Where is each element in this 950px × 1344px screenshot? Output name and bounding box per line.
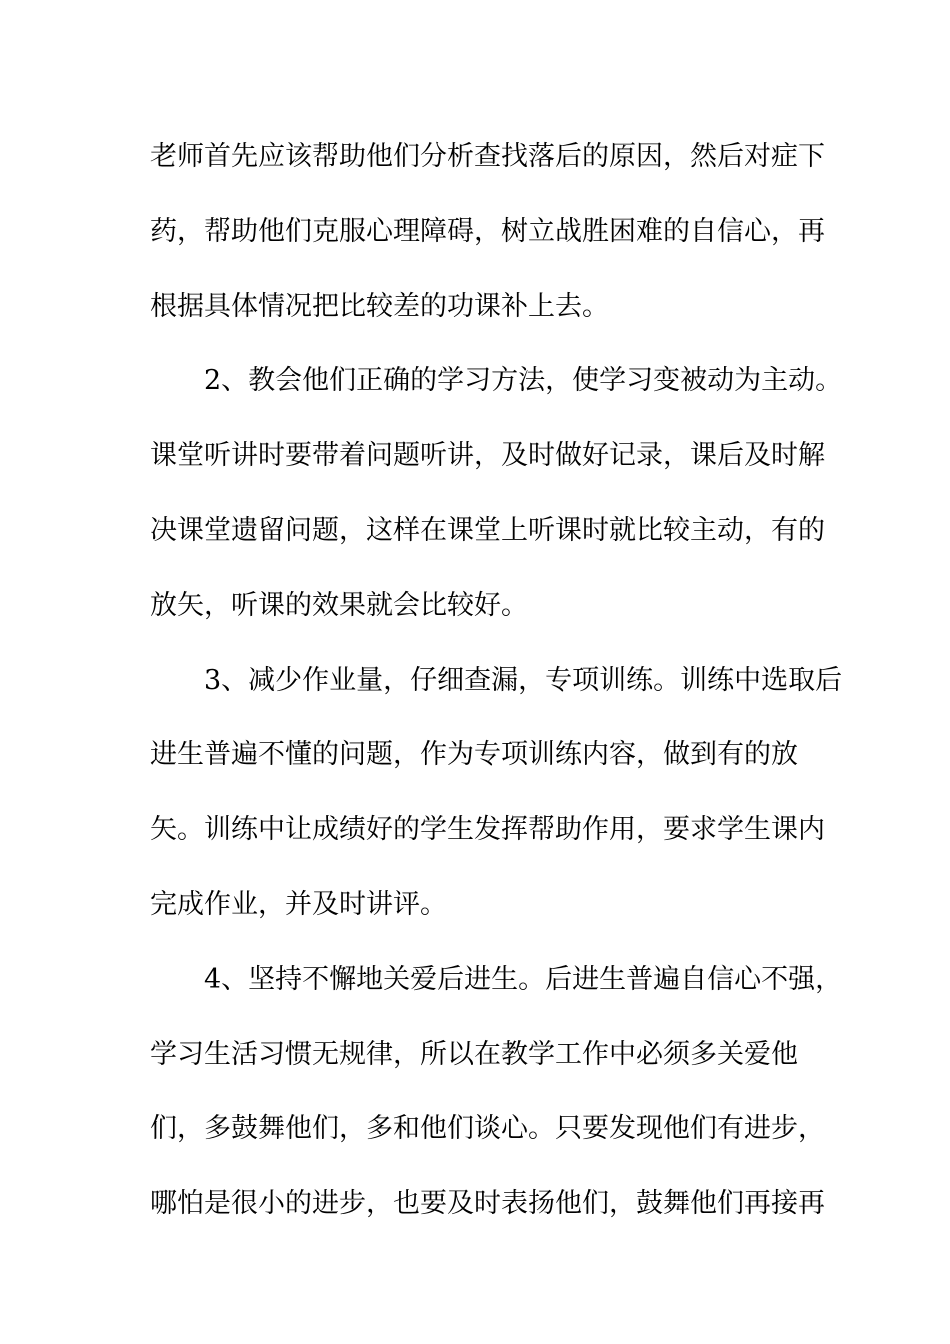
text-line: 老师首先应该帮助他们分析查找落后的原因，然后对症下 (150, 141, 825, 172)
text-line: 放矢，听课的效果就会比较好。 (150, 589, 528, 621)
paragraph-4-start: 4、坚持不懈地关爱后进生。后进生普遍自信心不强， (204, 963, 843, 995)
body-text (150, 120, 843, 1242)
text-line: 们，多鼓舞他们，多和他们谈心。只要发现他们有进步， (150, 1113, 825, 1145)
text-line: 学习生活习惯无规律，所以在教学工作中必须多关爱他 (150, 1038, 798, 1070)
paragraph-3-start: 3、减少作业量，仔细查漏，专项训练。训练中选取后 (204, 664, 843, 696)
text-line: 进生普遍不懂的问题，作为专项训练内容，做到有的放 (150, 739, 798, 771)
text-line: 根据具体情况把比较差的功课补上去。 (150, 290, 609, 322)
text-line: 决课堂遗留问题，这样在课堂上听课时就比较主动，有的 (150, 514, 825, 546)
text-line: 课堂听讲时要带着问题听讲，及时做好记录，课后及时解 (150, 440, 825, 472)
text-line: 哪怕是很小的进步，也要及时表扬他们，鼓舞他们再接再 (150, 1188, 825, 1220)
text-line: 药，帮助他们克服心理障碍，树立战胜困难的自信心，再 (150, 215, 825, 247)
text-line: 矢。训练中让成绩好的学生发挥帮助作用，要求学生课内 (150, 814, 825, 846)
paragraph-2-start: 2、教会他们正确的学习方法，使学习变被动为主动。 (204, 365, 843, 397)
text-line: 完成作业，并及时讲评。 (150, 888, 447, 920)
